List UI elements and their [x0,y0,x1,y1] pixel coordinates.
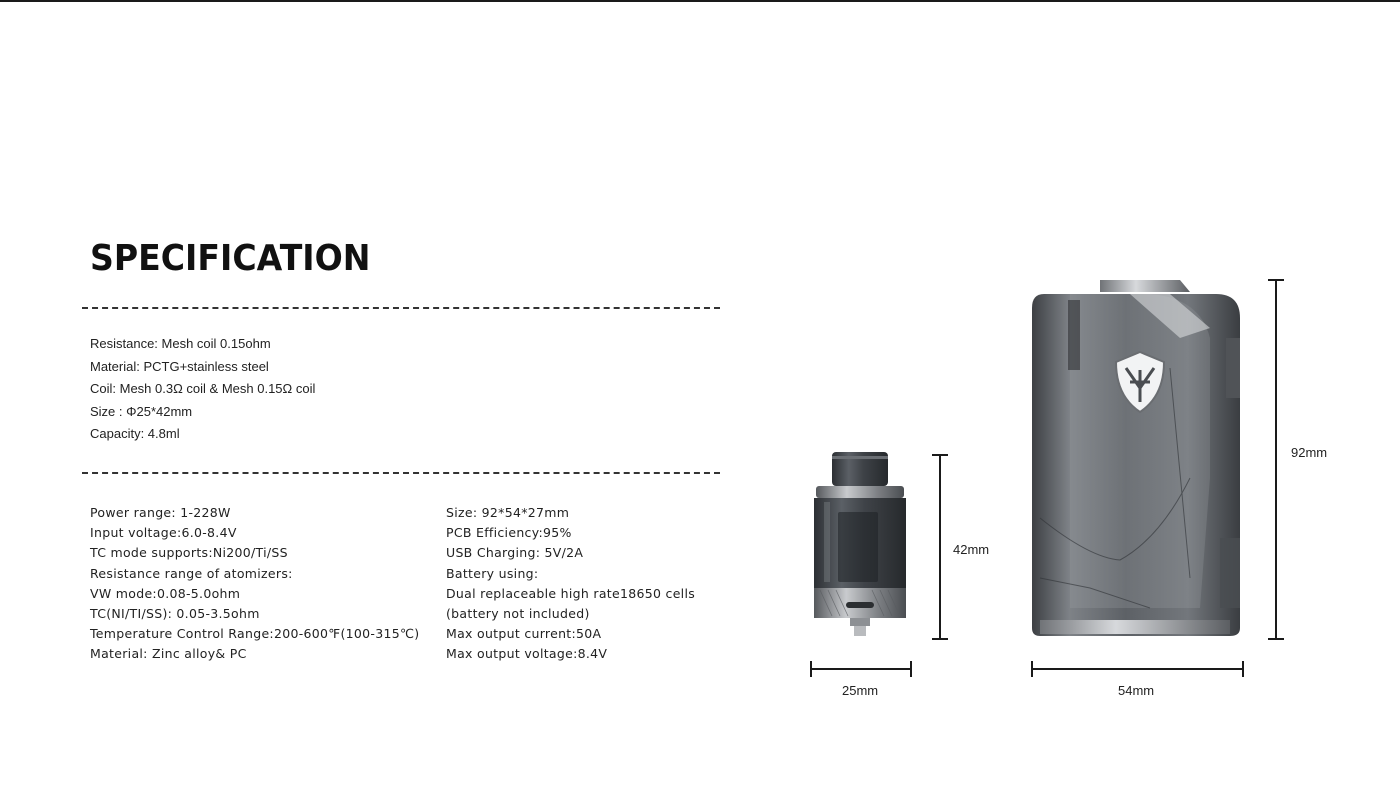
spec-line: PCB Efficiency:95% [446,525,572,541]
mod-spec-list-left [90,503,419,665]
spec-line: Material: Zinc alloy& PC [90,646,247,662]
mod-width-dimension [1030,659,1245,679]
spec-line: Size : Φ25*42mm [90,403,193,419]
tank-width-label: 25mm [842,683,879,698]
mod-device-image [1030,278,1250,640]
spec-line: Input voltage:6.0-8.4V [90,525,237,541]
spec-line: Resistance: Mesh coil 0.15ohm [90,336,271,351]
spec-line: Coil: Mesh 0.3Ω coil & Mesh 0.15Ω coil [90,381,316,396]
spec-line: (battery not included) [446,606,590,622]
spec-line: Dual replaceable high rate18650 cells [446,585,696,601]
spec-line: Resistance range of atomizers: [90,565,293,581]
spec-line: Max output current:50A [446,626,602,642]
mod-height-dimension [1266,278,1286,641]
spec-line: VW mode:0.08-5.0ohm [90,585,241,601]
top-border [0,0,1400,2]
spec-line: TC(NI/TI/SS): 0.05-3.5ohm [90,606,260,622]
spec-line: Power range: 1-228W [90,505,231,520]
spec-line: Size: 92*54*27mm [446,505,570,520]
mod-spec-list-right [446,503,695,665]
dashed-divider-top [82,307,720,309]
tank-atomizer-image [810,452,910,637]
spec-line: Temperature Control Range:200-600℉(100-315℃) [90,626,420,642]
page-title: SPECIFICATION [90,238,371,279]
dashed-divider-middle [82,472,720,474]
mod-width-label: 54mm [1118,683,1155,698]
tank-height-label: 42mm [953,542,990,557]
spec-line: Material: PCTG+stainless steel [90,358,269,374]
spec-line: Max output voltage:8.4V [446,646,608,662]
tank-height-dimension [930,453,950,641]
spec-line: TC mode supports:Ni200/Ti/SS [90,545,288,561]
spec-line: Battery using: [446,565,539,581]
spec-line: USB Charging: 5V/2A [446,545,584,561]
tank-spec-list [90,333,315,446]
tank-width-dimension [809,659,913,679]
spec-line: Capacity: 4.8ml [90,426,180,441]
mod-height-label: 92mm [1291,445,1328,460]
